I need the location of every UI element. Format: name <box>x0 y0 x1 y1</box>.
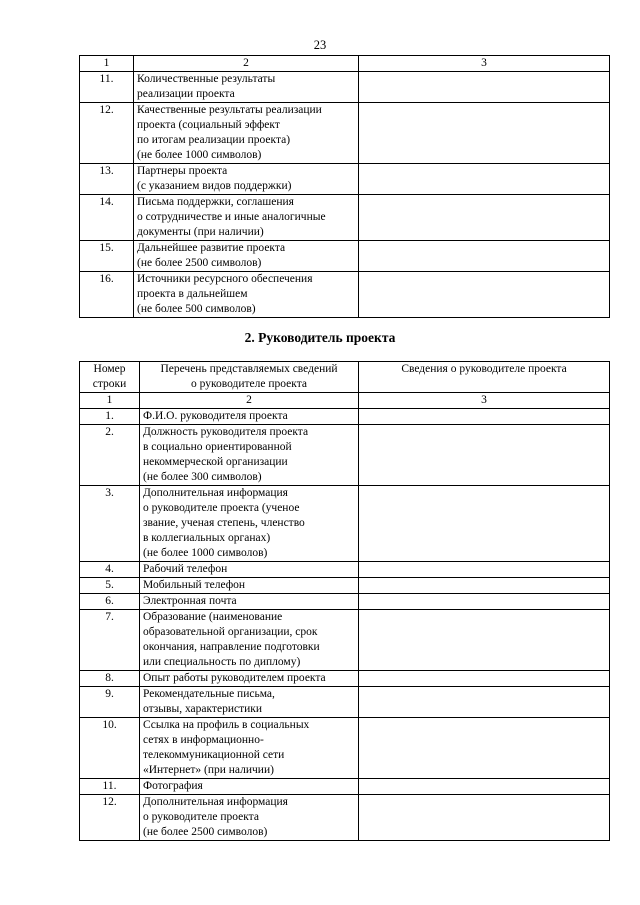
row-number: 4. <box>80 562 140 578</box>
column-number: 2 <box>140 393 359 409</box>
row-value-cell[interactable] <box>359 103 610 164</box>
column-number: 2 <box>134 56 359 72</box>
table-row <box>80 486 610 562</box>
table-row <box>80 164 610 195</box>
row-number: 13. <box>80 164 134 195</box>
row-number: 11. <box>80 779 140 795</box>
table-row <box>80 195 610 241</box>
row-description: Количественные результаты реализации проекта <box>134 72 359 103</box>
section-heading: 2. Руководитель проекта <box>244 330 396 345</box>
row-value-cell[interactable] <box>359 195 610 241</box>
row-number: 8. <box>80 671 140 687</box>
row-number: 15. <box>80 241 134 272</box>
row-description: Качественные результаты реализации проекта (социальный эффект по итогам реализации проекта) (не более 1000 символов) <box>134 103 359 164</box>
row-value-cell[interactable] <box>359 486 610 562</box>
row-number: 14. <box>80 195 134 241</box>
row-description: Дополнительная информация о руководителе проекта (не более 2500 символов) <box>140 795 359 841</box>
row-description: Источники ресурсного обеспечения проекта в дальнейшем (не более 500 символов) <box>134 272 359 318</box>
row-value-cell[interactable] <box>359 578 610 594</box>
row-number: 9. <box>80 687 140 718</box>
table-row <box>80 687 610 718</box>
row-number: 12. <box>80 103 134 164</box>
row-description: Дополнительная информация о руководителе проекта (ученое звание, ученая степень, членство в коллегиальных органах) (не более 1000 символов) <box>140 486 359 562</box>
row-number: 3. <box>80 486 140 562</box>
row-number: 10. <box>80 718 140 779</box>
row-number: 5. <box>80 578 140 594</box>
table-row <box>80 779 610 795</box>
row-value-cell[interactable] <box>359 610 610 671</box>
row-description: Электронная почта <box>140 594 359 610</box>
table-row <box>80 671 610 687</box>
row-description: Дальнейшее развитие проекта (не более 2500 символов) <box>134 241 359 272</box>
row-description: Образование (наименование образовательной организации, срок окончания, направление подготовки или специальность по диплому) <box>140 610 359 671</box>
row-number: 11. <box>80 72 134 103</box>
column-number-row <box>80 56 610 72</box>
row-value-cell[interactable] <box>359 425 610 486</box>
row-value-cell[interactable] <box>359 594 610 610</box>
row-value-cell[interactable] <box>359 241 610 272</box>
table-row <box>80 241 610 272</box>
table-row <box>80 578 610 594</box>
row-number: 16. <box>80 272 134 318</box>
table-row <box>80 610 610 671</box>
column-number: 1 <box>80 393 140 409</box>
column-number: 3 <box>359 56 610 72</box>
row-value-cell[interactable] <box>359 272 610 318</box>
project-manager-table <box>79 361 610 841</box>
header-manager-info: Сведения о руководителе проекта <box>359 362 610 393</box>
row-description: Мобильный телефон <box>140 578 359 594</box>
row-value-cell[interactable] <box>359 687 610 718</box>
row-number: 7. <box>80 610 140 671</box>
row-description: Должность руководителя проекта в социально ориентированной некоммерческой организации (не более 300 символов) <box>140 425 359 486</box>
row-number: 1. <box>80 409 140 425</box>
row-value-cell[interactable] <box>359 164 610 195</box>
table-row <box>80 795 610 841</box>
row-number: 6. <box>80 594 140 610</box>
row-value-cell[interactable] <box>359 409 610 425</box>
row-value-cell[interactable] <box>359 562 610 578</box>
row-value-cell[interactable] <box>359 72 610 103</box>
column-number-row <box>80 393 610 409</box>
row-description: Рекомендательные письма, отзывы, характеристики <box>140 687 359 718</box>
column-number: 3 <box>359 393 610 409</box>
row-value-cell[interactable] <box>359 795 610 841</box>
table-row <box>80 562 610 578</box>
column-number: 1 <box>80 56 134 72</box>
page-number: 23 <box>313 38 327 52</box>
table-row <box>80 594 610 610</box>
table-row <box>80 409 610 425</box>
row-description: Ф.И.О. руководителя проекта <box>140 409 359 425</box>
project-info-table-continued <box>79 55 610 318</box>
row-value-cell[interactable] <box>359 718 610 779</box>
row-description: Письма поддержки, соглашения о сотрудничестве и иные аналогичные документы (при наличии) <box>134 195 359 241</box>
row-number: 12. <box>80 795 140 841</box>
row-number: 2. <box>80 425 140 486</box>
row-value-cell[interactable] <box>359 779 610 795</box>
table-row <box>80 425 610 486</box>
header-info-list: Перечень представляемых сведений о руководителе проекта <box>140 362 359 393</box>
row-description: Ссылка на профиль в социальных сетях в информационно- телекоммуникационной сети «Интернет» (при наличии) <box>140 718 359 779</box>
row-description: Партнеры проекта (с указанием видов поддержки) <box>134 164 359 195</box>
header-row <box>80 362 610 393</box>
row-description: Рабочий телефон <box>140 562 359 578</box>
row-description: Фотография <box>140 779 359 795</box>
row-value-cell[interactable] <box>359 671 610 687</box>
header-row-number: Номер строки <box>80 362 140 393</box>
table-row <box>80 718 610 779</box>
row-description: Опыт работы руководителем проекта <box>140 671 359 687</box>
table-row <box>80 72 610 103</box>
table-row <box>80 272 610 318</box>
table-row <box>80 103 610 164</box>
